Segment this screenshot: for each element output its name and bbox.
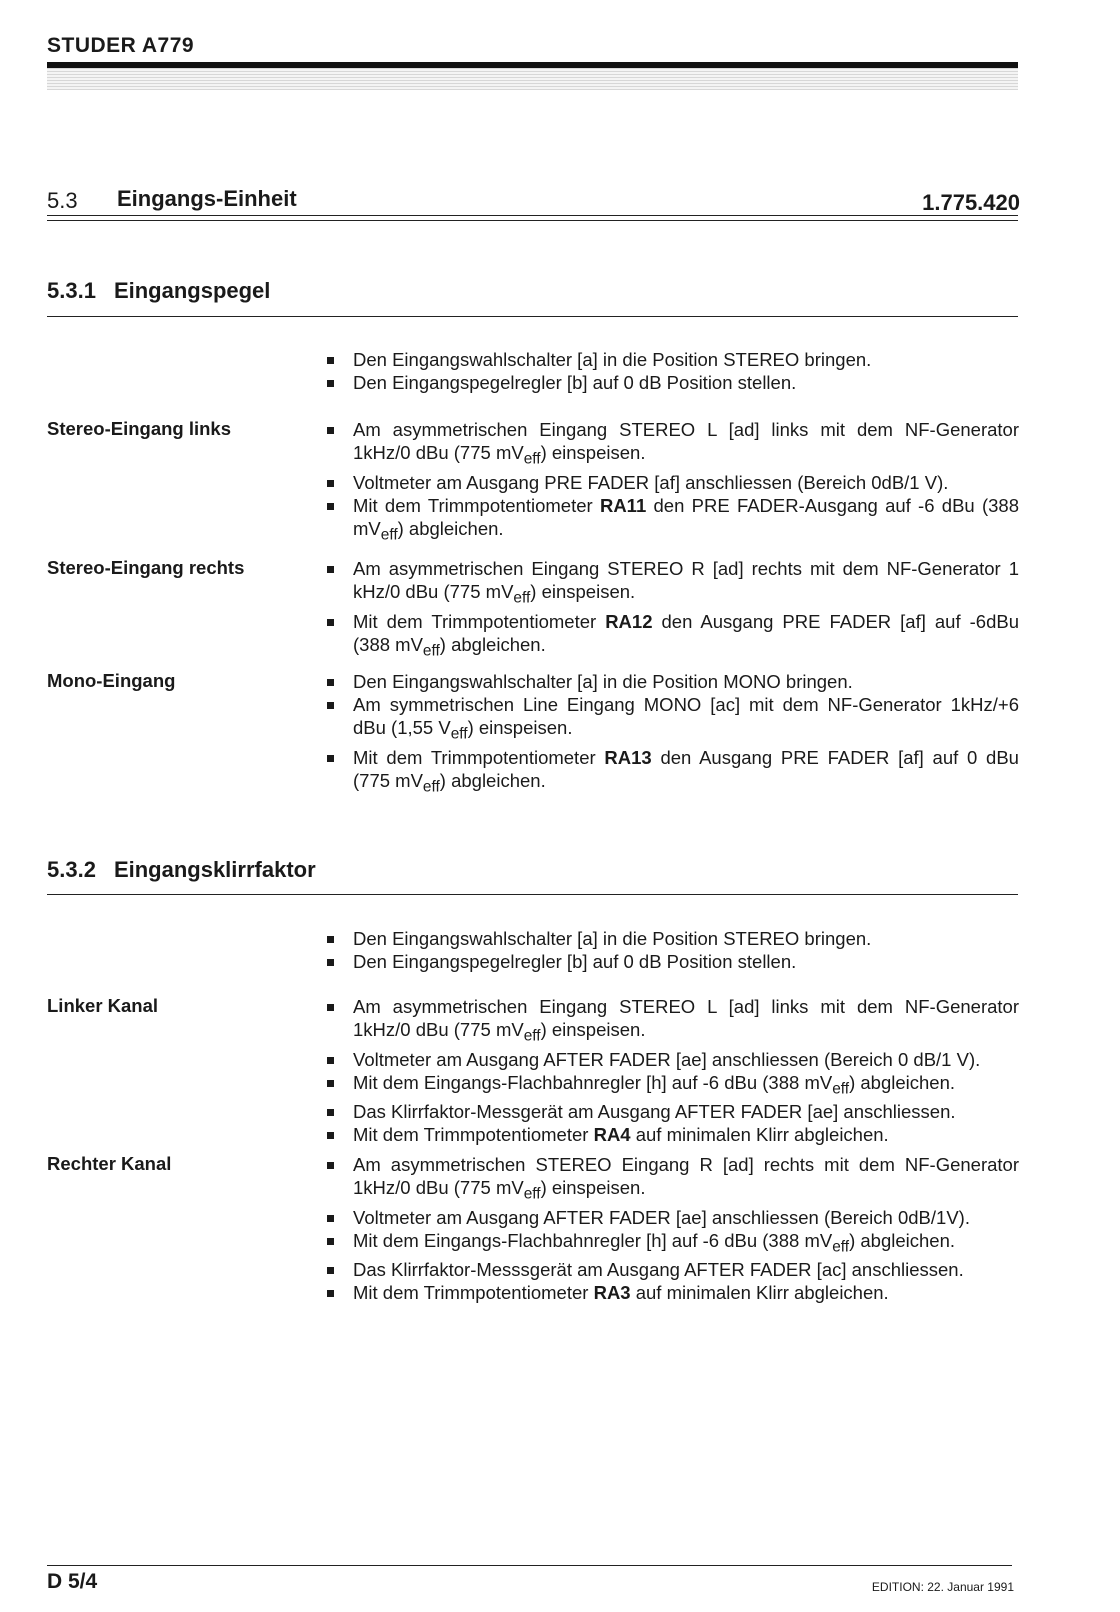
instruction-list — [327, 557, 1019, 662]
instruction-item: Den Eingangswahlschalter [a] in die Position STEREO bringen. — [327, 348, 1019, 371]
subsection-number: 5.3.1 — [47, 278, 96, 303]
instruction-item: Am asymmetrischen Eingang STEREO L [ad] links mit dem NF-Generator 1kHz/0 dBu (775 $mV_{eff}$) einspeisen. — [327, 418, 1019, 471]
block-label: Linker Kanal — [47, 995, 159, 1016]
instruction-item: Mit dem Trimmpotentiometer RA4 auf minimalen Klirr abgleichen. — [327, 1123, 1019, 1146]
header-shaded-band — [47, 68, 1018, 90]
instruction-item: Mit dem Trimmpotentiometer RA3 auf minimalen Klirr abgleichen. — [327, 1281, 1019, 1304]
instruction-item: Den Eingangspegelregler [b] auf 0 dB Position stellen. — [327, 371, 1019, 394]
instruction-item: Mit dem Trimmpotentiometer RA13 den Ausgang PRE FADER [af] auf 0 dBu (775 $mV_{eff}$) abgleichen. — [327, 746, 1019, 799]
instruction-item: Mit dem Eingangs-Flachbahnregler [h] auf -6 dBu (388 $mV_{eff}$) abgleichen. — [327, 1229, 1019, 1259]
instruction-item: Den Eingangswahlschalter [a] in die Position MONO bringen. — [327, 670, 1019, 693]
instruction-item: Das Klirrfaktor-Messsgerät am Ausgang AFTER FADER [ac] anschliessen. — [327, 1258, 1019, 1281]
instruction-list — [327, 670, 1019, 798]
instruction-list — [327, 1153, 1019, 1304]
block-label: Mono-Eingang — [47, 670, 176, 691]
instruction-item: Am symmetrischen Line Eingang MONO [ac] mit dem NF-Generator 1kHz/+6 dBu (1,55 $V_{eff}$) einspeisen. — [327, 693, 1019, 746]
edition-date: EDITION: 22. Januar 1991 — [871, 1580, 1014, 1594]
instruction-item: Mit dem Eingangs-Flachbahnregler [h] auf -6 dBu (388 $mV_{eff}$) abgleichen. — [327, 1071, 1019, 1101]
instruction-item: Den Eingangspegelregler [b] auf 0 dB Position stellen. — [327, 950, 1019, 973]
instruction-list — [327, 348, 1019, 394]
section-double-rule — [47, 215, 1018, 221]
subsection-number: 5.3.2 — [47, 857, 96, 882]
instruction-item: Mit dem Trimmpotentiometer RA12 den Ausgang PRE FADER [af] auf -6dBu (388 $mV_{eff}$) abgleichen. — [327, 610, 1019, 663]
instruction-item: Voltmeter am Ausgang AFTER FADER [ae] anschliessen (Bereich 0 dB/1 V). — [327, 1048, 1019, 1071]
section-part-number: 1.775.420 — [922, 190, 1020, 215]
instruction-list — [327, 927, 1019, 973]
instruction-item: Am asymmetrischen Eingang STEREO L [ad] links mit dem NF-Generator 1kHz/0 dBu (775 $mV_{eff}$) einspeisen. — [327, 995, 1019, 1048]
subsection-rule — [47, 894, 1018, 895]
instruction-list — [327, 995, 1019, 1146]
instruction-item: Voltmeter am Ausgang AFTER FADER [ae] anschliessen (Bereich 0dB/1V). — [327, 1206, 1019, 1229]
instruction-item: Mit dem Trimmpotentiometer RA11 den PRE FADER-Ausgang auf -6 dBu (388 $mV_{eff}$) abgleichen. — [327, 494, 1019, 547]
section-number: 5.3 — [47, 188, 78, 213]
subsection-heading — [47, 278, 270, 304]
footer-rule — [47, 1565, 1012, 1566]
document-header-title: STUDER A779 — [47, 34, 195, 57]
subsection-title: Eingangsklirrfaktor — [113, 857, 316, 882]
instruction-item: Den Eingangswahlschalter [a] in die Position STEREO bringen. — [327, 927, 1019, 950]
block-label: Stereo-Eingang rechts — [47, 557, 245, 578]
page-number: D 5/4 — [47, 1570, 98, 1593]
subsection-heading — [47, 857, 316, 883]
block-label: Rechter Kanal — [47, 1153, 172, 1174]
instruction-item: Das Klirrfaktor-Messgerät am Ausgang AFTER FADER [ae] anschliessen. — [327, 1100, 1019, 1123]
instruction-list — [327, 418, 1019, 546]
instruction-item: Am asymmetrischen STEREO Eingang R [ad] rechts mit dem NF-Generator 1kHz/0 dBu (775 $mV_{eff}$) einspeisen. — [327, 1153, 1019, 1206]
section-title: Eingangs-Einheit — [117, 186, 297, 211]
subsection-title: Eingangspegel — [113, 278, 271, 303]
instruction-item: Voltmeter am Ausgang PRE FADER [af] anschliessen (Bereich 0dB/1 V). — [327, 471, 1019, 494]
subsection-rule — [47, 316, 1018, 317]
block-label: Stereo-Eingang links — [47, 418, 232, 439]
instruction-item: Am asymmetrischen Eingang STEREO R [ad] rechts mit dem NF-Generator 1 kHz/0 dBu (775 $mV_{eff}$) einspeisen. — [327, 557, 1019, 610]
